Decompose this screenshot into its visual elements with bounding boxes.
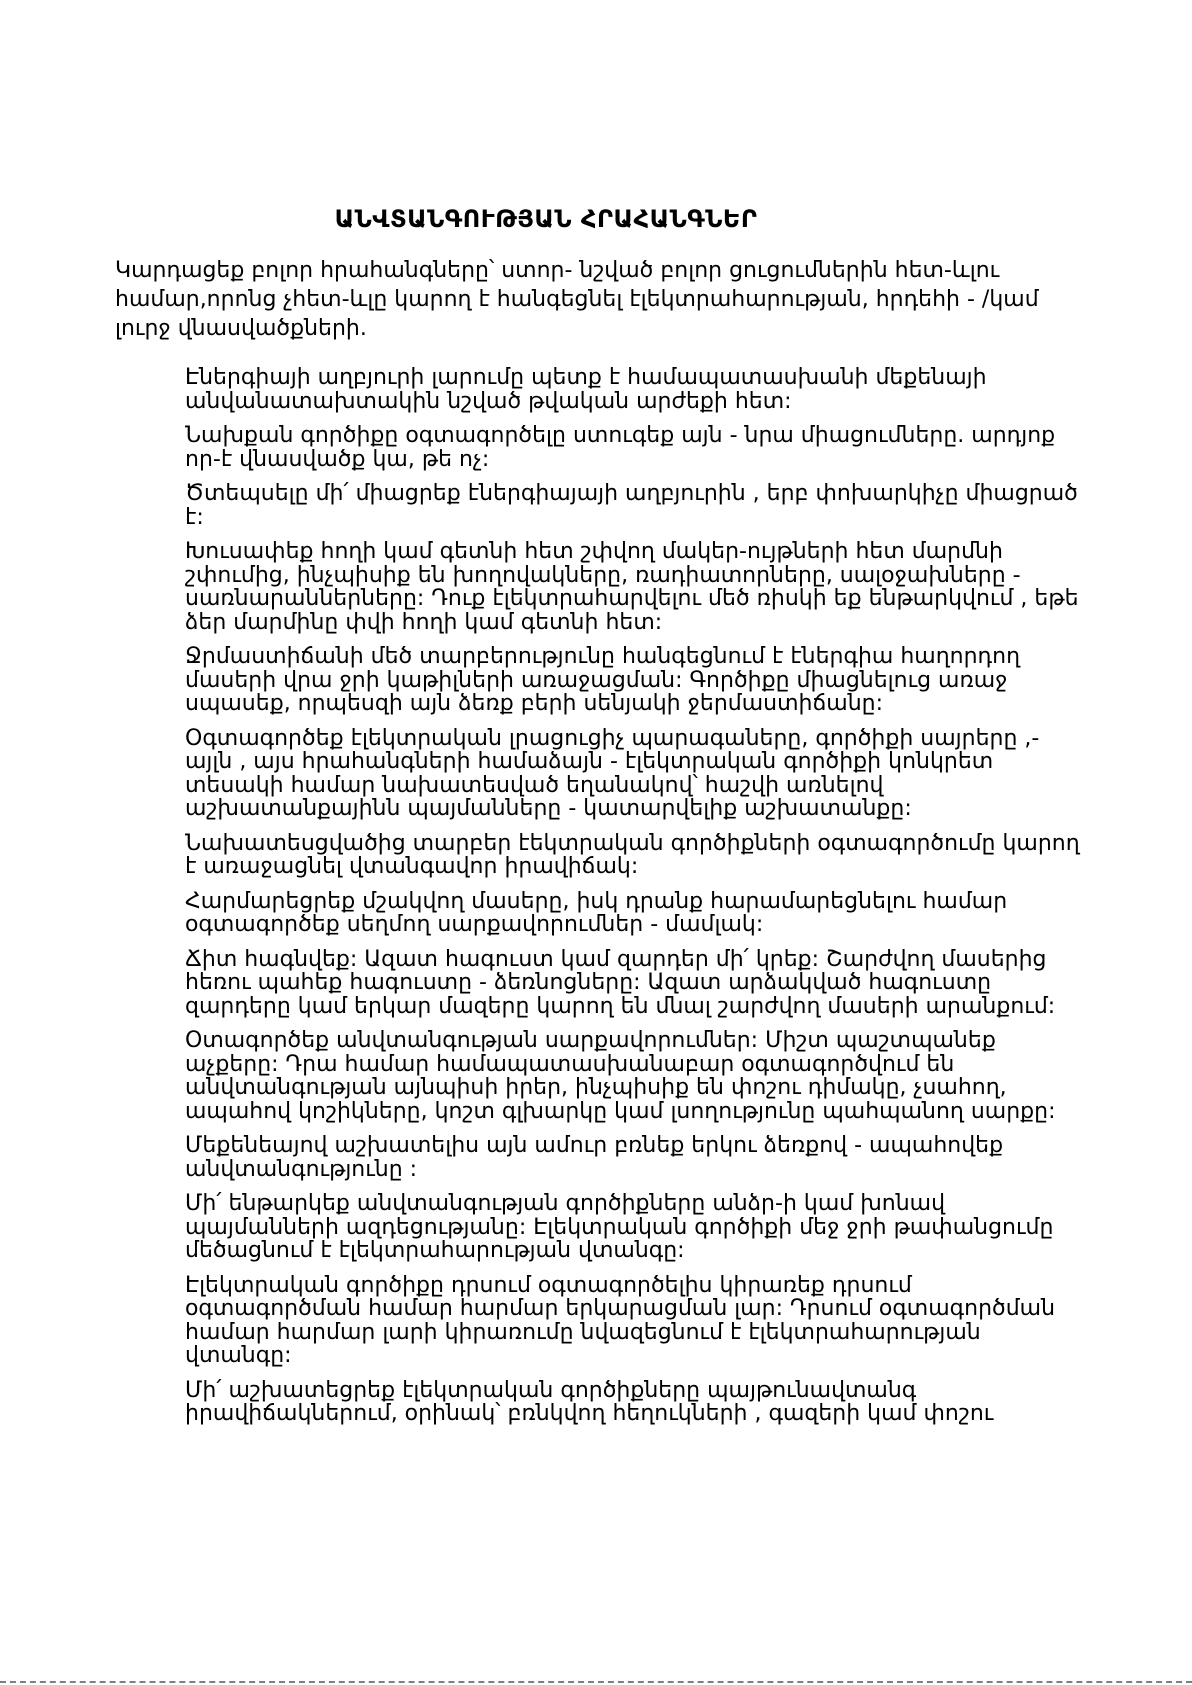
- document-title: [0, 205, 1192, 233]
- list-item: Ծտեպսելը մի՛ միացրեք էներգիայայի աղբյուրին , երբ փոխարկիչը միացրած է:: [185, 481, 1078, 530]
- list-item: Մի՛ ենթարկեք անվտանգության գործիքները անձր-ի կամ խոնավ պայմանների ազդեցությանը: Էլեկտրական գործիքի մեջ ջրի թափանցումը մեծացնում է էլեկտրահարության վտանգը:: [185, 1191, 1054, 1263]
- list-item: Խուսափեք հողի կամ գետնի հետ շփվող մակեր-ույթների հետ մարմնի շփումից, ինչպիսիք են խողովակները, ռադիատորները, սալօջախները - սառնարաններները: Դուք էլեկտրահարվելու մեծ ռիսկի եք ենթարկվում , եթե ձեր մարմինը փվի հողի կամ գետնի հետ:: [185, 539, 1079, 635]
- list-item: Ջրմաստիճանի մեծ տարբերությունը հանգեցնում է էներգիա հաղորդող մասերի վրա ջրի կաթիլների առաջացման: Գործիքը միացնելուց առաջ սպասեք, որպեսզի այն ձեռք բերի սենյակի ջերմաստիճանը:: [185, 644, 1021, 716]
- list-item: Նախատեսցվածից տարբեր էեկտրական գործիքների օգտագործումը կարող է առաջացնել վտանգավոր իրավիճակ:: [185, 830, 1080, 879]
- list-item: Օտագործեք անվտանգության սարքավորումներ: Միշտ պաշտպանեք աչքերը: Դրա համար համապատասխանաբար օգտագործվում են անվտանգության այնպիսի իրեր, ինչպիսիք են փոշու դիմակը, չսահող, ապահով կոշիկները, կոշտ գլխարկը կամ լսողությունը պահպանող սարքը:: [185, 1028, 1056, 1124]
- list-item: Մեքենեայով աշխատելիս այն ամուր բռնեք երկու ձեռքով - ապահովեք անվտանգությունը :: [185, 1133, 1004, 1182]
- list-item: Էներգիայի աղբյուրի լարումը պետք է համապատասխանի մեքենայի անվանատախտակին նշված թվական արժեքի հետ:: [185, 365, 987, 414]
- list-item: Ճիտ հագնվեք: Ազատ հագուստ կամ զարդեր մի՛ կրեք: Շարժվող մասերից հեռու պահեք հագուստը - ձեռնոցները: Ազատ արձակված հագուստը զարդերը կամ երկար մազերը կարող են մնալ շարժվող մասերի արանքում:: [185, 946, 1056, 1019]
- list-item: Մի՛ աշխատեցրեք էլեկտրական գործիքները պայթունավտանգ իրավիճակներում, օրինակ՝ բռնկվող հեղուկների , գազերի կամ փոշու: [185, 1377, 994, 1426]
- list-item: Նախքան գործիքը օգտագործելը ստուգեք այն - նրա միացումները. արդյոք որ-է վնասվածք կա, թե ոչ:: [185, 423, 1056, 472]
- document-title-text: ԱՆՎՏԱՆԳՈՒԹՅԱՆ ՀՐԱՀԱՆԳՆԵՐ: [334, 205, 758, 233]
- safety-instructions-list: [185, 366, 1085, 1437]
- list-item: Հարմարեցրեք մշակվող մասերը, իսկ դրանք հարամարեցնելու համար օգտագործեք սեղմող սարքավորումներ - մամլակ:: [185, 888, 1008, 937]
- list-item: Էլեկտրական գործիքը դրսում օգտագործելիս կիրառեք դրսում օգտագործման համար հարմար երկարացման լար: Դրսում օգտագործման համար հարմար լարի կիրառումը նվազեցնում է էլեկտրահարության վտանգը:: [185, 1272, 1056, 1368]
- list-item: Օգտագործեք էլեկտրական լրացուցիչ պարագաները, գործիքի սայրերը ,- այլն , այս հրահանգների համաձայն - էլեկտրական գործիքի կոնկրետ տեսակի համար նախատեսված եղանակով՝ հաշվի առնելով աշխատանքայինն պայմանները - կատարվելիք աշխատանքը:: [185, 725, 1040, 821]
- page-bottom-border: [0, 1681, 1192, 1685]
- intro-paragraph: Կարդացեք բոլոր հրահանգները՝ ստոր- նշված բոլոր ցուցումներին հետ-ևլու համար,որոնց չհետ-ևլը կարող է հանգեցնել էլեկտրահարության, հրդեհի - /կամ լուրջ վնասվածքների.: [115, 258, 1039, 341]
